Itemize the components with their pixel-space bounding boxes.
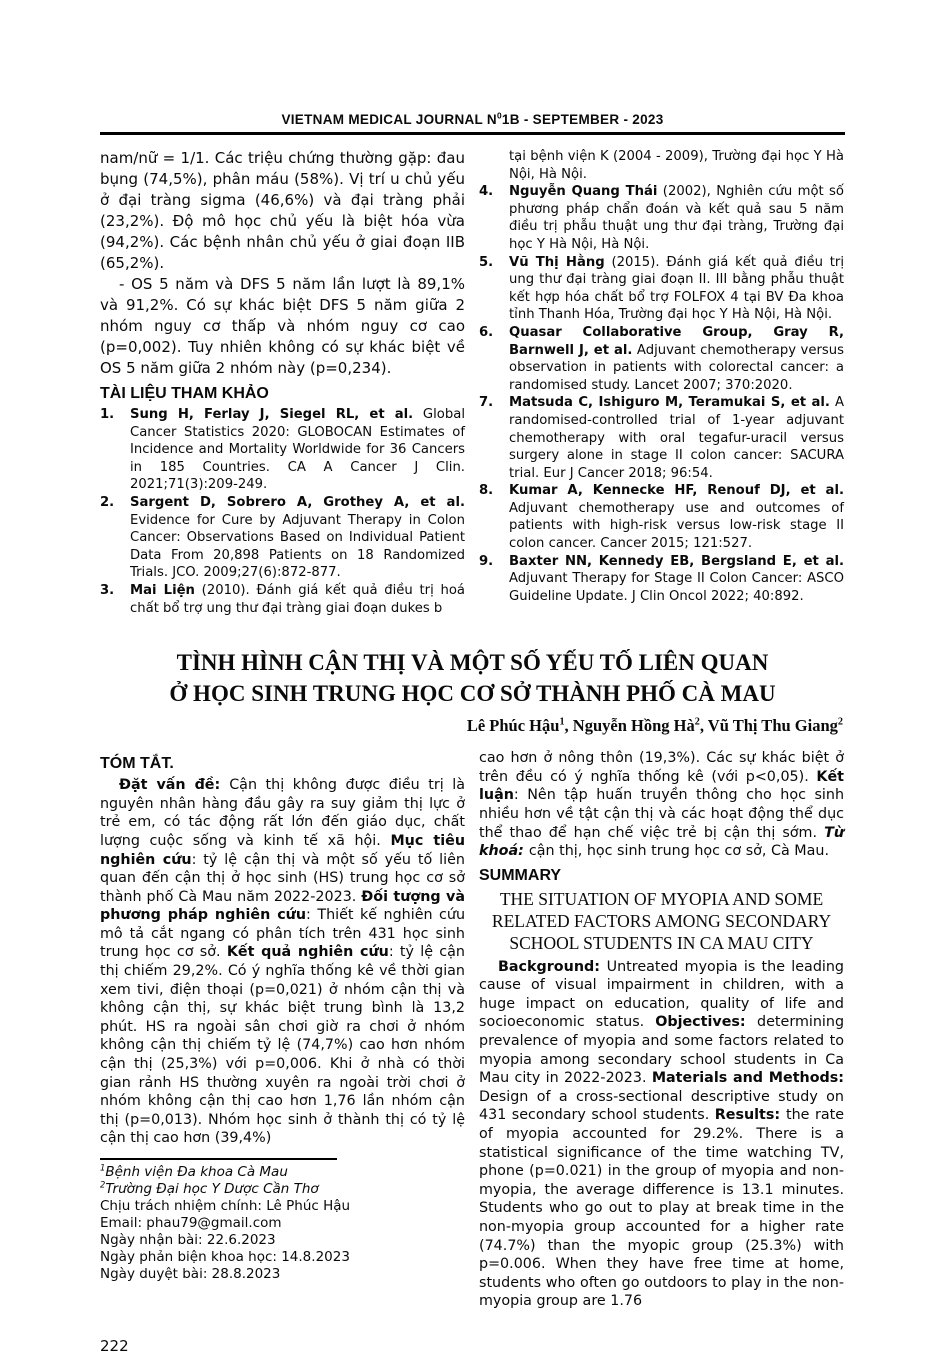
reference-list <box>479 148 844 605</box>
abstract-en-paragraph: Background: Untreated myopia is the leading cause of visual impairment in children, with a huge impact on education, quality of life and socioeconomic status. Objectives: determining prevalence of myopia and some factors related to myopia among secondary school students in Ca Mau city in 2022-2023. Materials and Methods: Design of a cross-sectional descriptive study on 431 secondary school students. Results: the rate of myopia accounted for 29.2%. There is a statistical significance of the time watching TV, phone (p=0.021) in the group of myopia and non-myopia, the average difference is 13.1 minutes. Students who go out to play at break time in the non-myopia group accounted for a higher rate (74.7%) than the myopic group (25.3%) with p=0.006. When they have free time at home, students who often go outdoors to play in the non-myopia group are 1.76 <box>479 958 845 1310</box>
abstract-vi-continuation: cao hơn ở nông thôn (19,3%). Các sự khác biệt ở trên đều có ý nghĩa thống kê (với p<0,05). Kết luận: Nên tập huấn truyền thông cho học sinh nhiều hơn về tật cận thị và các hoạt động thể dục thể thao để hạn chế việc trẻ bị cận thị sớm. Từ khoá: cận thị, học sinh trung học cơ sở, Cà Mau. <box>479 750 844 860</box>
journal-header: VIETNAM MEDICAL JOURNAL $N^01B$ - SEPTEMBER - 2023 <box>100 112 845 135</box>
footnote-line: Ngày nhận bài: 22.6.2023 <box>100 1232 276 1248</box>
reference-number: 8. <box>479 483 494 499</box>
footnote-block <box>100 1158 351 1283</box>
reference-item: 9. Baxter NN, Kennedy EB, Bergsland E, et al. Adjuvant Therapy for Stage II Colon Cancer: ASCO Guideline Update. J Clin Oncol 2022; 40:892. <box>479 553 844 604</box>
reference-number: 9. <box>479 553 494 569</box>
reference-number: 4. <box>479 184 494 200</box>
reference-number: 1. <box>100 407 115 422</box>
reference-item: 1. Sung H, Ferlay J, Siegel RL, et al. Global Cancer Statistics 2020: GLOBOCAN Estimates of Incidence and Mortality Worldwide for 36 Cancers in 185 Countries. CA A Cancer J Clin. 2021;71(3):209-249. <box>100 407 465 493</box>
page-number: 222 <box>100 1336 129 1355</box>
reference-item: 2. Sargent D, Sobrero A, Grothey A, et al. Evidence for Cure by Adjuvant Therapy in Colon Cancer: Observations Based on Individual Patient Data From 20,898 Patients on 18 Randomized Trials. JCO. 2009;27(6):872-877. <box>100 494 465 581</box>
reference-number: 2. <box>100 494 115 510</box>
paragraph: - OS 5 năm và DFS 5 năm lần lượt là 89,1% và 91,2%. Có sự khác biệt DFS 5 năm giữa 2 nhóm nguy cơ thấp và nhóm nguy cơ cao (p=0,002). Tuy nhiên không có sự khác biệt về OS 5 năm giữa 2 nhóm này (p=0,234). <box>100 275 465 377</box>
article2-left-column <box>100 749 465 1311</box>
reference-list <box>100 406 465 617</box>
article1-right-column <box>479 148 844 617</box>
references-heading: TÀI LIỆU THAM KHẢO <box>100 385 269 402</box>
authors-line: Lê Phúc Hậu$^1$, Nguyễn Hồng $Hà^2$, Vũ Thị Thu Giang$^2$ <box>466 716 843 736</box>
reference-number: 3. <box>100 582 115 598</box>
reference-item: 3. Mai Liện (2010). Đánh giá kết quả điều trị hoá chất bổ trợ ung thư đại tràng giai đoạn dukes b <box>100 582 465 616</box>
reference-number: 6. <box>479 324 494 340</box>
article1-left-column <box>100 148 465 617</box>
abstract-heading-vi: TÓM TẮT. <box>100 755 174 773</box>
footnote-line: $^1$Bệnh viện Đa khoa Cà Mau <box>100 1162 288 1180</box>
reference-number: 7. <box>479 395 494 411</box>
footnote-line: Email: phau79@gmail.com <box>100 1215 282 1231</box>
article-title-line2: Ở HỌC SINH TRUNG HỌC CƠ SỞ THÀNH PHỐ CÀ MAU <box>169 681 776 707</box>
article1-columns <box>100 148 845 617</box>
article-title <box>100 647 845 709</box>
reference-item: 8. Kumar A, Kennecke HF, Renouf DJ, et al. Adjuvant chemotherapy use and outcomes of patients with high-risk versus low-risk stage II colon cancer. Cancer 2015; 121:527. <box>479 483 844 552</box>
footnote-line: Ngày phản biện khoa học: 14.8.2023 <box>100 1249 350 1265</box>
reference-item: 7. Matsuda C, Ishiguro M, Teramukai S, et al. A randomised-controlled trial of 1-year adjuvant chemotherapy with oral tegafur-uracil versus surgery alone in stage II colon cancer: SACURA trial. Eur J Cancer 2018; 96:54. <box>479 395 844 481</box>
article-title-line1: TÌNH HÌNH CẬN THỊ VÀ MỘT SỐ YẾU TỐ LIÊN QUAN <box>176 650 769 676</box>
summary-title: THE SITUATION OF MYOPIA AND SOME RELATED FACTORS AMONG SECONDARY SCHOOL STUDENTS IN CA MAU CITY <box>491 888 832 953</box>
article2-right-column <box>479 749 844 1311</box>
footnote-line: Chịu trách nhiệm chính: Lê Phúc Hậu <box>100 1198 351 1214</box>
reference-item: 4. Nguyễn Quang Thái (2002), Nghiên cứu một số phương pháp chẩn đoán và kết quả sau 5 năm điều trị phẫu thuật ung thư đại tràng, Trường đại học Y Hà Nội, Hà Nội. <box>479 184 844 252</box>
article2-columns <box>100 749 845 1311</box>
reference-number: 5. <box>479 254 494 270</box>
footnote-lines <box>100 1162 351 1283</box>
paragraph: nam/nữ = 1/1. Các triệu chứng thường gặp: đau bụng (74,5%), phân máu (58%). Vị trí u chủ yếu ở đại tràng sigma (46,6%) và đại tràng phải (23,2%). Độ mô học chủ yếu là biệt hóa vừa (94,2%). Các bệnh nhân chủ yếu ở giai đoạn IIB (65,2%). <box>100 149 465 272</box>
reference-item: 6. Quasar Collaborative Group, Gray R, Barnwell J, et al. Adjuvant chemotherapy versus observation in patients with colorectal cancer: a randomised study. Lancet 2007; 370:2020. <box>479 324 844 393</box>
reference-continuation: tại bệnh viện K (2004 - 2009), Trường đại học Y Hà Nội, Hà Nội. <box>509 149 844 182</box>
footnote-line: Ngày duyệt bài: 28.8.2023 <box>100 1266 281 1282</box>
abstract-vi-paragraph: Đặt vấn đề: Cận thị không được điều trị là nguyên nhân hàng đầu gây ra suy giảm thị lực ở trẻ em, có tác động rất lớn đến giáo dục, chất lượng cuộc sống và kinh tế xã hội. Mục tiêu nghiên cứu: tỷ lệ cận thị và một số yếu tố liên quan đến cận thị ở học sinh (HS) trung học cơ sở thành phố Cà Mau năm 2022-2023. Đối tượng và phương pháp nghiên cứu: Thiết kế nghiên cứu mô tả cắt ngang có phân tích trên 431 học sinh trung học cơ sở. Kết quả nghiên cứu: tỷ lệ cận thị chiếm 29,2%. Có ý nghĩa thống kê về thời gian xem tivi, điện thoại (p=0,021) ở nhóm cận thị và không cận thị, sự khác biệt trung bình là 13,2 phút. HS ra ngoài sân chơi giờ ra chơi ở nhóm không cận thị chiếm tỷ lệ (74,7%) cao hơn nhóm cận thị (25,3%) với p=0,006. Khi ở nhà có thời gian rảnh HS thường xuyên ra ngoài trời chơi ở nhóm không cận thị cao hơn 1,76 lần nhóm cận thị (p=0,013). Nhóm học sinh ở thành thị có tỷ lệ cận thị cao hơn (39,4%) <box>100 777 466 1147</box>
footnote-line: $^2$Trường Đại học Y Dược Cần Thơ <box>100 1179 319 1197</box>
summary-heading: SUMMARY <box>479 866 562 884</box>
reference-item: 5. Vũ Thị Hằng (2015). Đánh giá kết quả điều trị ung thư đại tràng giai đoạn II. III bằng phẫu thuật kết hợp hóa chất bổ trợ FOLFOX 4 tại BV Đa khoa tỉnh Thanh Hóa, Trường đại học Y Hà Nội, Hà Nội. <box>479 254 845 323</box>
